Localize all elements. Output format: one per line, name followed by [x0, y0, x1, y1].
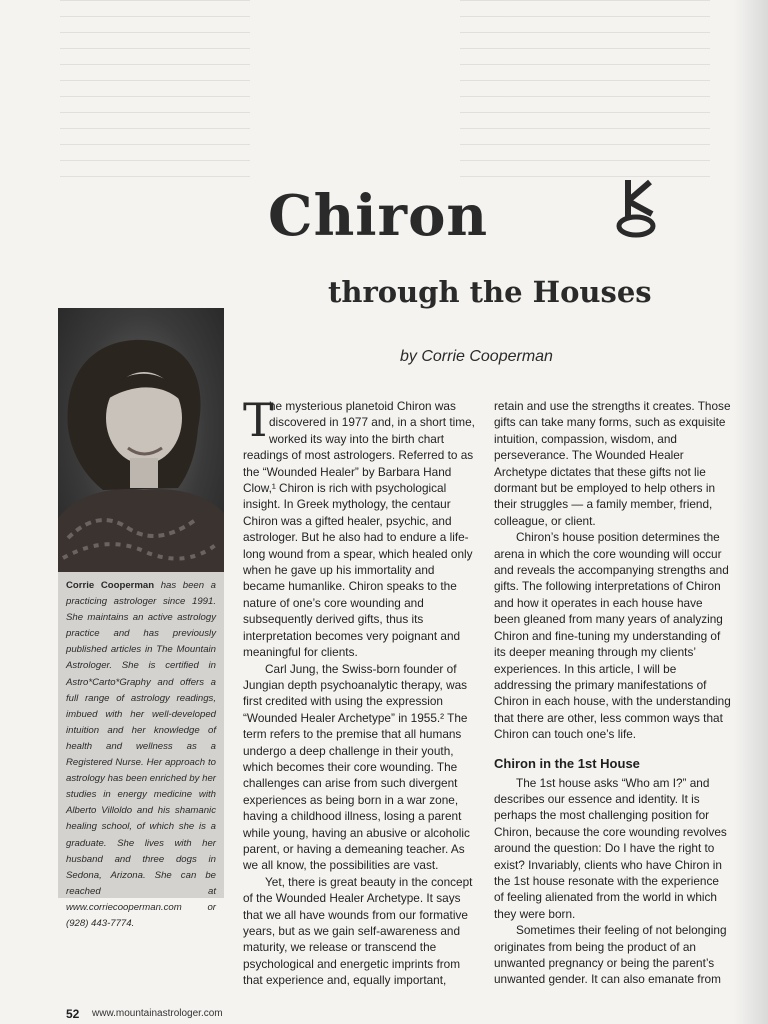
article-column-1: [243, 393, 476, 989]
article-title: Chiron: [268, 183, 489, 249]
bleed-through-text-right: [460, 0, 710, 180]
author-name: Corrie Cooperman: [66, 580, 155, 591]
bleed-through-text-left: [60, 0, 250, 180]
author-photo: [58, 308, 224, 572]
footer-url: www.mountainastrologer.com: [92, 1008, 223, 1019]
page-edge-shadow: [734, 0, 768, 1024]
paragraph-text: he mysterious planetoid Chiron was discovered in 1977 and, in a short time, worked its way into the birth chart readings of most astrologers. Referred to as the “Wounded Healer” by Barbara Hand Clow,¹ Chiron is rich with psychological insight. In Greek mythology, the centaur Chiron was a gifted healer, psychic, and astrologer. But he also had to endure a life-long wound from a spear, which healed only when he gave up his immortality and became humanlike. Chiron speaks to the nature of one’s core wounding and subsequently derived gifts, thus its interpretation becomes very poignant and meaningful for clients.: [243, 399, 475, 660]
section-heading: Chiron in the 1st House: [494, 755, 640, 771]
page-number: 52: [66, 1007, 80, 1021]
paragraph: [243, 393, 476, 661]
paragraph: Sometimes their feeling of not belonging originates from being the product of an unwanted pregnancy or being the parent’s unwanted gender. It can also emanate from: [494, 923, 727, 987]
drop-cap: T: [243, 393, 274, 447]
author-bio: [58, 572, 224, 929]
paragraph: Yet, there is great beauty in the concept of the Wounded Healer Archetype. It says that we all have wounds from our formative years, but as we gain self-awareness and maturity, we release or transcend the psychological and energetic imprints from that experience and, equally important,: [243, 874, 473, 988]
paragraph: retain and use the strengths it creates. Those gifts can take many forms, such as exquisite intuition, compassion, wisdom, and perseverance. The Wounded Healer Archetype dictates that these gifts not lie dormant but be employed to help others in their struggles — a family member, friend, colleague, or client.: [494, 399, 731, 528]
paragraph: The 1st house asks “Who am I?” and describes our essence and identity. It is perhaps the most challenging position for Chiron, because the core wounding revolves around the question: Do I have the right to exist? Invariably, clients who have Chiron in the 1st house resonate with the experience of feeling alienated from the world in which they were born.: [494, 775, 727, 921]
article-column-2: [494, 398, 732, 988]
paragraph: Carl Jung, the Swiss-born founder of Jungian depth psychoanalytic therapy, was first credited with using the expression “Wounded Healer Archetype” in 1955.² The term refers to the premise that all humans undergo a deep challenge in their youth, which becomes their core wounding. The challenges can arise from such divergent experiences as being born in a war zone, having a childhood illness, losing a parent while young, having an abusive or alcoholic parent, or having a demeaning teacher. As we all know, the possibilities are vast.: [243, 661, 470, 873]
author-bio-text: has been a practicing astrologer since 1991. She maintains an active astrology practice and has previously published articles in The Mountain Astrologer. She is certified in Astro*Carto*Graphy and offers a full range of astrology readings, imbued with her well-developed intuition and her knowledge of health and wellness as a Registered Nurse. Her approach to astrology has been enriched by her studies in energy medicine with Alberto Villoldo and his shamanic healing school, of which she is a graduate. She lives with her husband and three dogs in Sedona, Arizona. She can be reached at www.corriecooperman.com or (928) 443-7774.: [66, 580, 216, 929]
byline: by Corrie Cooperman: [400, 348, 553, 365]
paragraph: Chiron’s house position determines the arena in which the core wounding will occur and reveals the accompanying strengths and gifts. The following interpretations of Chiron and how it operates in each house have been gleaned from many years of analyzing Chiron and fine-tuning my understanding of its deeper meaning through my clients’ experiences. In this article, I will be addressing the primary manifestations of Chiron in each house, with the understanding that there are other, less common ways that Chiron can touch one’s life.: [494, 530, 731, 742]
article-subtitle: through the Houses: [328, 275, 652, 309]
chiron-symbol-icon: [614, 176, 664, 240]
